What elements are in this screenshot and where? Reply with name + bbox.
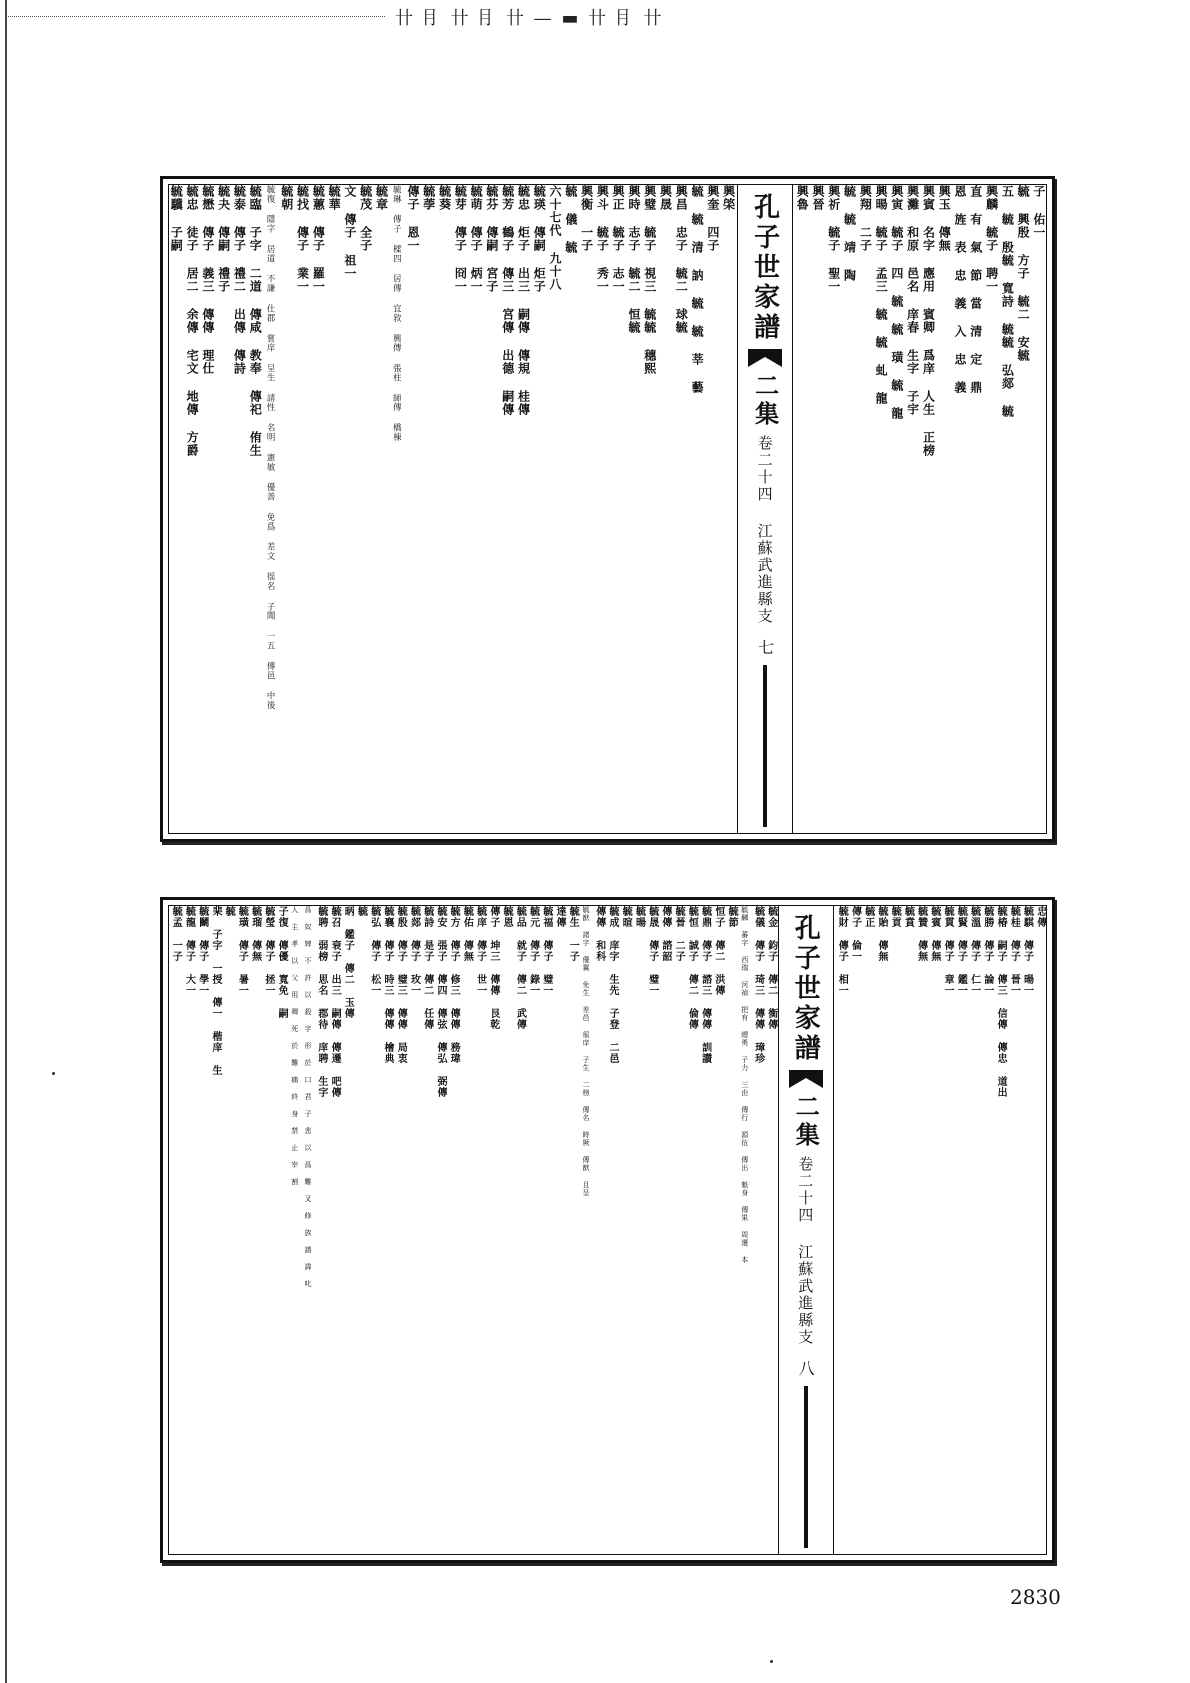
genealogy-column [1032,185,1046,833]
genealogy-column [453,185,467,833]
genealogy-entry-text: 毓琳 傳子 樑四 居傳 宜敘 興傳 張柱 師傳 橋棟 [392,185,403,443]
genealogy-column [674,185,688,833]
top-page-panel [160,176,1055,842]
genealogy-column [315,906,327,1554]
genealogy-column [658,185,672,833]
genealogy-entry-text: 棐 子字 一授 傳一 楷庠 生 [209,906,221,1076]
genealogy-column [566,906,578,1554]
genealogy-column [469,185,483,833]
genealogy-column [606,906,618,1554]
genealogy-column [685,906,697,1554]
genealogy-entry-text: 興棨 [721,185,736,211]
genealogy-entry-text: 毓龍 傳子 大一 [183,906,195,996]
genealogy-entry-text: 毓溫 傳子 仁一 [968,906,980,996]
genealogy-column [381,906,393,1554]
genealogy-entry-text: 毓貢 [889,906,901,928]
genealogy-column [460,906,472,1554]
genealogy-column [645,906,657,1554]
genealogy-column [1020,906,1032,1554]
genealogy-column [659,906,671,1554]
bottom-page-panel [160,897,1055,1563]
genealogy-column [262,906,274,1554]
genealogy-column [195,906,207,1554]
genealogy-column [690,185,704,833]
genealogy-entry-text: 興暘 毓子 孟三 毓 毓 虬 龍 [874,185,889,405]
genealogy-entry-text: 恒子 傳二 洪傳 [712,906,724,996]
genealogy-entry-text: 興晟 [658,185,673,211]
genealogy-column [500,906,512,1554]
spine-bar [804,1386,808,1548]
genealogy-column [248,906,260,1554]
page-number: 2830 [1010,1585,1061,1609]
genealogy-entry-text: 毓荸 [421,185,436,211]
genealogy-column [328,906,340,1554]
genealogy-column [513,906,525,1554]
genealogy-column [311,185,325,833]
genealogy-column [611,185,625,833]
genealogy-entry-text: 毓賢 傳子 鑑一 [955,906,967,996]
genealogy-column [954,906,966,1554]
genealogy-column [216,185,230,833]
genealogy-column [422,185,436,833]
fish-tail-mark-icon [748,349,782,367]
genealogy-column [698,906,710,1554]
genealogy-column [487,906,499,1554]
genealogy-entry-text: 毓章 [374,185,389,211]
genealogy-entry-text: 恩 旌 表 忠 義 入 忠 義 [953,185,968,394]
genealogy-column [169,185,183,833]
genealogy-entry-text: 毓復 隱字 居道 不謙 仕郡 嘗庠 呈生 請性 名明 憲敏 優善 免爲 差文 徭名 子聞 一五 傳邑 中後 [266,185,277,711]
genealogy-entry-text: 毓 [223,906,235,917]
genealogy-column [390,185,404,833]
genealogy-entry-text: 毓節 [726,906,738,928]
genealogy-column [185,185,199,833]
genealogy-column [407,906,419,1554]
genealogy-column [905,185,919,833]
genealogy-entry-text: 毓華 [327,185,342,211]
genealogy-entry-text: 興麟 毓子 聘一 [984,185,999,293]
genealogy-entry-text: 毓襄 傳子 時三 傳傳 檜典 [382,906,393,1064]
genealogy-entry-text: 毓金 鈞子 傳二 衡傳 [765,906,777,1030]
spine-collection: 二集 [750,373,780,429]
genealogy-column [288,906,300,1554]
genealogy-entry-text: 毓瑩 傳子 拯一 [262,906,274,996]
genealogy-entry-text: 達傳 [554,906,566,928]
genealogy-column [275,906,287,1554]
genealogy-entry-text: 毓 毓 靖 陶 [842,185,857,282]
genealogy-entry-text: 興奎 四子 [705,185,720,252]
genealogy-entry-text: 毓弘 傳子 松一 [368,906,380,996]
genealogy-column [548,185,562,833]
genealogy-column [967,906,979,1554]
genealogy-entry-text: 毓賁 [902,906,914,928]
genealogy-entry-text: 興璧 毓子 視三 毓毓 穗熙 [642,185,657,375]
scan-speck [52,1072,55,1075]
genealogy-column [579,906,591,1554]
genealogy-column [341,906,353,1554]
genealogy-entry-text: 毓孟 一子 [170,906,182,962]
scan-speck [770,1660,773,1663]
genealogy-column [540,906,552,1554]
genealogy-column [981,906,993,1554]
genealogy-entry-text: 毓泰 傳子 禮二 出傳 傳詩 [232,185,247,375]
genealogy-entry-text: 毓正 [862,906,874,928]
genealogy-entry-text: 忠傳 [1034,906,1046,928]
genealogy-entry-text: 傳子 倫一 [849,906,861,962]
spine-title: 孔子世家譜 [749,193,780,343]
genealogy-entry-text: 毓福 傳子 璧一 [540,906,552,996]
genealogy-column [374,185,388,833]
genealogy-entry-text: 傳傳 和科 [593,906,605,962]
genealogy-entry-text: 毓椿 嗣子 傳三 信傳 傳忠 道出 [995,906,1007,1098]
genealogy-column [858,185,872,833]
genealogy-entry-text: 毓元 傳子 錄一 [527,906,539,996]
genealogy-entry-text: 毓懋 傳子 義三 傳傳 理仕 [200,185,215,375]
genealogy-column [327,185,341,833]
genealogy-column [619,906,631,1554]
genealogy-entry-text: 毓臨 子字 二道 傳咸 教奉 傳祀 侑生 [248,185,263,457]
genealogy-entry-text: 毓夬 傳嗣 禮子 [216,185,231,293]
genealogy-entry-text: 毓生 一子 [567,906,579,962]
top-margin-marks [5,8,935,29]
genealogy-column [721,185,735,833]
genealogy-entry-text: 毓佑 傳無 [461,906,473,962]
genealogy-entry-text: 子 佑一 [1031,185,1046,239]
genealogy-column [632,906,644,1554]
genealogy-column [921,185,935,833]
genealogy-column [642,185,656,833]
genealogy-column [279,185,293,833]
genealogy-entry-text: 毓蕙 傳子 羅一 [311,185,326,293]
genealogy-entry-text: 興正 毓子 志一 [611,185,626,293]
genealogy-column [209,906,221,1554]
genealogy-entry-text: 毓成 庠字 生先 子登 二邑 [606,906,618,1064]
genealogy-column [235,906,247,1554]
genealogy-entry-text: 毓庠 傳子 世一 [474,906,486,996]
genealogy-column [861,906,873,1554]
genealogy-column [928,906,940,1554]
genealogy-entry-text: 毓桂 傳子 晉一 [1008,906,1020,996]
genealogy-entry-text: 毓驥 子嗣 [169,185,184,252]
genealogy-entry-text: 興翔 二子 [858,185,873,252]
center-spine [778,906,834,1554]
genealogy-entry-text: 毓勝 傳子 論一 [981,906,993,996]
fish-tail-mark-icon [789,1070,823,1088]
genealogy-entry-text: 毓茂 全子 [358,185,373,252]
genealogy-column [1007,906,1019,1554]
genealogy-column [232,185,246,833]
genealogy-entry-text: 毓品 就子 傳二 武傳 [514,906,526,1030]
genealogy-entry-text: 毓殷 傳子 璧三 傳傳 局衷 [395,906,407,1064]
genealogy-entry-text: 毓芳 鶴子 傳三 宮傳 出德 嗣傳 [500,185,515,416]
genealogy-entry-text: 毓貽 傳無 [875,906,887,962]
spine-volume-info: 卷二十四 江蘇武進縣支 [796,1156,815,1346]
genealogy-column [222,906,234,1554]
spine-page-number: 八 [796,1360,816,1376]
genealogy-entry-text: 興晉 [810,185,825,211]
spine-page-number: 七 [755,639,775,655]
genealogy-column [301,906,313,1554]
genealogy-column [434,906,446,1554]
genealogy-entry-text: 毓郯 傳子 玫一 [408,906,420,996]
genealogy-entry-text: 毓猷 諸字 優翼 免生 差邑 徭庠 子生 二榜 傳名 時厥 傳猷 且呈 [581,906,590,1197]
genealogy-entry-text: 毓葵 [437,185,452,211]
genealogy-column [706,185,720,833]
genealogy-column [994,906,1006,1554]
genealogy-entry-text: 毓萌 傳子 炳一 [469,185,484,293]
genealogy-entry-text: 毓晉 二子 [673,906,685,962]
genealogy-entry-text: 興時 志子 毓二 恒毓 [626,185,641,334]
genealogy-column [984,185,998,833]
genealogy-entry-text: 毓鬭 傳子 學一 [196,906,208,996]
genealogy-entry-text: 毓麟 蕃字 西瑞 河禎 把有 總勇 子力 三由 傳行 源伍 傳出 魁身 傳果 周遷 本 [740,906,749,1264]
genealogy-column [914,906,926,1554]
genealogy-entry-text: 毓詩 是子 傳二 任傳 [421,906,433,1030]
genealogy-entry-text: 毓忠 徒子 居二 余傳 宅文 地傳 方爵 [185,185,200,457]
genealogy-column [473,906,485,1554]
genealogy-column [842,185,856,833]
genealogy-entry-text: 毓財 傳子 相一 [836,906,848,996]
genealogy-column [447,906,459,1554]
genealogy-column [738,906,750,1554]
genealogy-column [888,906,900,1554]
genealogy-entry-text: 傳子 坤三 傳傳 艮乾 [487,906,499,1030]
genealogy-entry-text: 毓鼎 傳子 諮三 傳傳 訓讃 [699,906,711,1064]
genealogy-column [169,906,181,1554]
genealogy-column [969,185,983,833]
top-dotted-line [5,16,385,17]
spine-collection: 二集 [791,1094,821,1150]
genealogy-column [593,906,605,1554]
genealogy-column [848,906,860,1554]
genealogy-entry-text: 毓瑛 傳嗣 炬子 [532,185,547,293]
genealogy-entry-text: 興灘 和原 邑名 庠春 生字 子宇 [905,185,920,416]
genealogy-entry-text: 興玉 傳無 [937,185,952,252]
genealogy-column [564,185,578,833]
genealogy-column [248,185,262,833]
genealogy-entry-text: 直 有 氣 節 當 清 定 鼎 [968,185,983,394]
genealogy-entry-text: 文 傳子 祖一 [342,185,357,280]
genealogy-entry-text: 毓 儀 毓 [563,185,578,254]
genealogy-entry-text: 毓 興殷 方子 毓二 安毓 [1016,185,1031,362]
genealogy-entry-text: 毓儀 傳子 琦三 傳傳 璋珍 [752,906,764,1064]
genealogy-entry-text: 興寅 毓子 四 毓 毓 璜 毓 龍 [889,185,904,420]
genealogy-entry-text: 昞 鑑子 傳二 玉傳 [342,906,354,1019]
genealogy-entry-text: 毓 毓 清 訥 毓 毓 莘 藝 [690,185,705,394]
genealogy-column [890,185,904,833]
genealogy-column [953,185,967,833]
genealogy-entry-text: 子復 傳優 寬免 嗣 [276,906,288,1019]
genealogy-column [295,185,309,833]
top-cutoff-glyphs: 卄 ⺝ 卄 ⺝ 卄 — ▬ 卄 ⺝ 卄 [395,8,664,29]
genealogy-entry-text: 毓贊 傳無 [915,906,927,962]
bottom-panel-columns [169,906,1046,1554]
scan-edge-line [5,0,7,1683]
genealogy-column [826,185,840,833]
genealogy-column [1016,185,1030,833]
genealogy-column [358,185,372,833]
genealogy-column [343,185,357,833]
genealogy-entry-text: 毓召 衰子 出三 嗣傳 傳遷 吧傳 [329,906,341,1098]
genealogy-column [526,906,538,1554]
genealogy-column [516,185,530,833]
genealogy-entry-text: 毓恩 [501,906,513,928]
genealogy-column [595,185,609,833]
genealogy-column [553,906,565,1554]
genealogy-column [874,185,888,833]
genealogy-column [368,906,380,1554]
genealogy-entry-text: 毓聘 弱榜 思名 郡待 庠聘 生字 [315,906,327,1098]
genealogy-column [725,906,737,1554]
genealogy-entry-text: 毓方 傳子 修三 傳傳 務瑋 [448,906,460,1064]
genealogy-column [672,906,684,1554]
genealogy-column [712,906,724,1554]
genealogy-column [811,185,825,833]
genealogy-entry-text: 六十七代 九十八 [548,185,563,291]
genealogy-column [579,185,593,833]
genealogy-entry-text: 毓璜 傳子 暑一 [236,906,248,996]
genealogy-column [264,185,278,833]
genealogy-column [485,185,499,833]
genealogy-entry-text: 毓 [355,906,367,917]
genealogy-column [835,906,847,1554]
genealogy-entry-text: 興魯 [795,185,810,211]
genealogy-column [500,185,514,833]
genealogy-entry-text: 毓恒 誠子 傳二 倫傳 [686,906,698,1030]
genealogy-column [901,906,913,1554]
genealogy-entry-text: 五 毓 殷毓 寬詩 毓毓 弘郯 毓 [1000,185,1015,418]
genealogy-entry-text: 興祈 毓子 聖一 [826,185,841,293]
genealogy-entry-text: 興斗 毓子 秀一 [595,185,610,293]
genealogy-column [941,906,953,1554]
genealogy-column [795,185,809,833]
genealogy-entry-text: 興昌 忠子 毓二 球毓 [674,185,689,334]
genealogy-entry-text: 人 主 孝 以 父 用 卿 死 於 難 痛 終 身 禁 止 宰 割 [290,906,299,1186]
genealogy-entry-text: 毓芽 傳子 冏一 [453,185,468,293]
genealogy-column [394,906,406,1554]
genealogy-entry-text: 毓暄 [620,906,632,928]
genealogy-column [765,906,777,1554]
genealogy-entry-text: 爲 奴 婢 不 許 以 殺 字 形 於 口 君 子 悲 以 爲 難 叉 修 族 譜 諱 叱 [304,906,313,1288]
genealogy-column [751,906,763,1554]
genealogy-entry-text: 毓暘 [633,906,645,928]
genealogy-column [182,906,194,1554]
top-panel-columns [169,185,1046,833]
genealogy-entry-text: 毓賓 傳無 [928,906,940,962]
spine-title: 孔子世家譜 [790,914,821,1064]
genealogy-column [627,185,641,833]
genealogy-column [532,185,546,833]
genealogy-entry-text: 毓騏 傳子 暘一 [1021,906,1033,996]
genealogy-entry-text: 興衡 一子 [579,185,594,252]
genealogy-column [1000,185,1014,833]
genealogy-entry-text: 毓芬 傳嗣 宮子 [484,185,499,293]
genealogy-entry-text: 毓安 張子 傳四 傳弦 傳弘 弼傳 [434,906,446,1098]
spine-bar [763,665,767,827]
genealogy-column [406,185,420,833]
center-spine [737,185,793,833]
genealogy-entry-text: 毓找 傳子 業一 [295,185,310,293]
genealogy-column [875,906,887,1554]
genealogy-entry-text: 毓瑠 傳無 [249,906,261,962]
genealogy-entry-text: 興賓 名字 應用 賓卿 爲庠 人生 正榜 [921,185,936,457]
spine-volume-info: 卷二十四 江蘇武進縣支 [755,435,774,625]
genealogy-column [937,185,951,833]
genealogy-entry-text: 毓朝 [279,185,294,211]
genealogy-entry-text: 毓貫 傳子 章一 [942,906,954,996]
genealogy-column [1034,906,1046,1554]
genealogy-entry-text: 傳子 恩一 [406,185,421,252]
genealogy-entry-text: 毓晟 傳子 璧一 [646,906,658,996]
genealogy-column [354,906,366,1554]
genealogy-entry-text: 傳傳 諮韶 [659,906,671,962]
genealogy-column [420,906,432,1554]
genealogy-entry-text: 毓忠 炬子 出三 嗣傳 傳規 桂傳 [516,185,531,416]
genealogy-column [437,185,451,833]
genealogy-column [201,185,215,833]
